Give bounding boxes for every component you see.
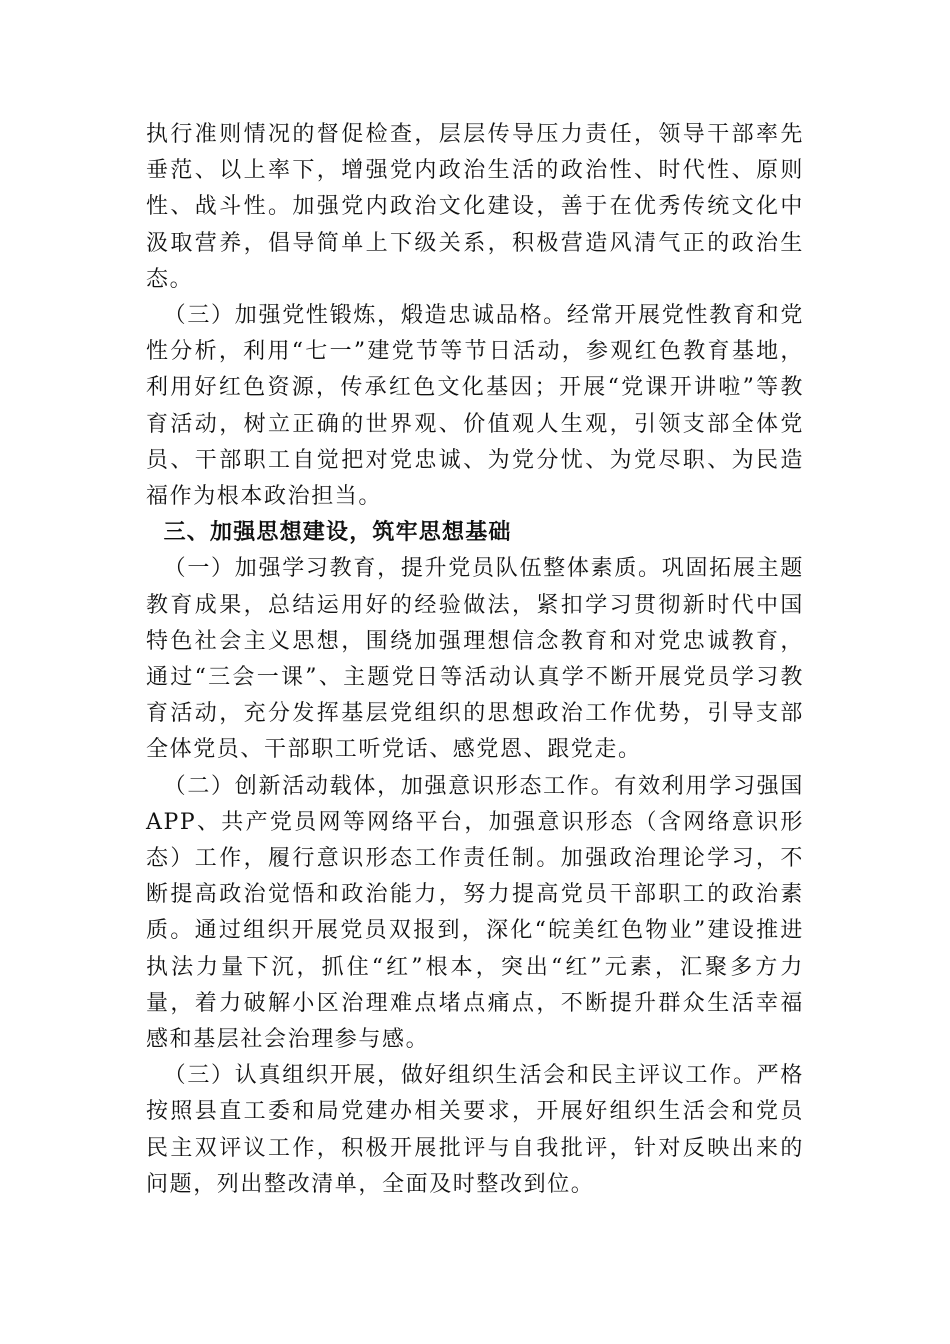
section-heading-ideological-building: 三、加强思想建设，筑牢思想基础 — [163, 520, 512, 546]
paragraph-organizational-life: （三）认真组织开展，做好组织生活会和民主评议工作。严格按照县直工委和局党建办相关要求，开展好组织生活会和党员民主双评议工作，积极开展批评与自我批评，针对反映出来的问题，列出整改清单，全面及时整改到位。 — [146, 1063, 804, 1197]
paragraph-party-spirit-training: （三）加强党性锻炼，煅造忠诚品格。经常开展党性教育和党性分析，利用“七一”建党节等节日活动，参观红色教育基地，利用好红色资源，传承红色文化基因；开展“党课开讲啦”等教育活动，树立正确的世界观、价值观人生观，引领支部全体党员、干部职工自觉把对党忠诚、为党分忧、为党尽职、为民造福作为根本政治担当。 — [146, 303, 804, 510]
paragraph-ideology-work: （二）创新活动载体，加强意识形态工作。有效利用学习强国APP、共产党员网等网络平台，加强意识形态（含网络意识形态）工作，履行意识形态工作责任制。加强政治理论学习，不断提高政治觉悟和政治能力，努力提高党员干部职工的政治素质。通过组织开展党员双报到，深化“皖美红色物业”建设推进执法力量下沉，抓住“红”根本，突出“红”元素，汇聚多方力量，着力破解小区治理难点堵点痛点，不断提升群众生活幸福感和基层社会治理参与感。 — [146, 773, 804, 1053]
document-page — [146, 117, 804, 1203]
paragraph-study-education: （一）加强学习教育，提升党员队伍整体素质。巩固拓展主题教育成果，总结运用好的经验做法，紧扣学习贯彻新时代中国特色社会主义思想，围绕加强理想信念教育和对党忠诚教育，通过“三会一课”、主题党日等活动认真学不断开展党员学习教育活动，充分发挥基层党组织的思想政治工作优势，引导支部全体党员、干部职工听党话、感党恩、跟党走。 — [146, 556, 804, 763]
paragraph-party-life-standards: 执行准则情况的督促检查，层层传导压力责任，领导干部率先垂范、以上率下，增强党内政治生活的政治性、时代性、原则性、战斗性。加强党内政治文化建设，善于在优秀传统文化中汲取营养，倡导简单上下级关系，积极营造风清气正的政治生态。 — [146, 122, 804, 292]
